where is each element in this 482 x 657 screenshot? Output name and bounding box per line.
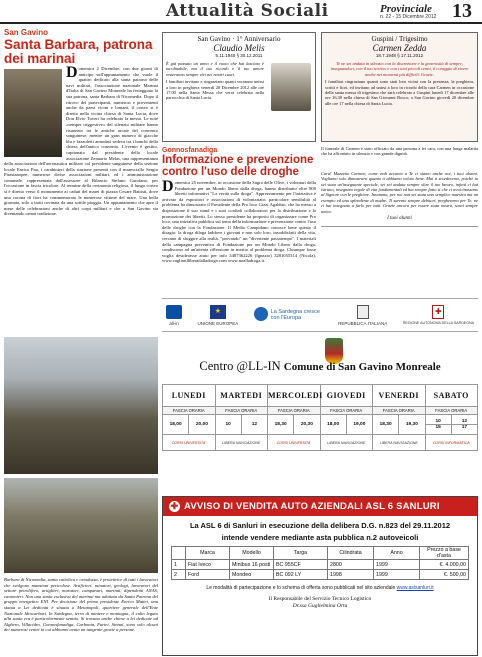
notice-line-1: La ASL 6 di Sanluri in esecuzione della delibera D.G. n.823 del 29.11.2012 [189,521,451,530]
time-cell: 18,00 [320,415,346,435]
cell: 1998 [328,570,374,580]
allin-logo [166,305,182,326]
time-cell: 20,00 [189,415,215,435]
article-photo [4,69,62,157]
cell: BC 092 LY [274,570,328,580]
obit-quote: È già passato un anno e il vuoto che hai lasciato è incolmabile, ma il tuo ricordo e il tuo amore resteranno sempre vivi nei nostri cuori. [166,61,264,77]
photo-caption: Barbara di Nicomedia, santa cattolica e ortodossa, è protettrice di tutti i lavoratori che svolgono mansioni pericolose. Artificieri, minatori, geologi, lavoratori del settore petrolifero, artiglieri, muratori, campanari, marinai, dipendenti ANAS, cantonieri. Non una santa esclusiva del marinai ma adottata da Santa Patrona del gruppo energetico ENI. Per decisione del primo presidente Enrico Mattei, una statua a Lei dedicata è situata a Metanopoli, quartiere generale dell'Ente Nazionale Idrocarburi. In Sardegna, terra di miniere e montagna, il culto legato alla santa era è particolarmente sentito. Si trovano anche chiese a lei dedicate ad Alghero, Villacidro, Gonnosfanadiga, Carbonia, Furtei, Sinnai, sono solo alcuni dei numerosi centri in cui abbiamo avuto un tangente grazie a persone. [4,577,158,633]
column-header: Modello [230,547,274,560]
regione-logo [403,305,474,325]
band-cell: FASCIA ORARIA [425,407,478,415]
day-cell: LUNEDI [163,385,216,407]
cell: BC 955CF [274,560,328,570]
article-kicker: San Gavino [4,28,49,37]
day-cell: MARTEDI [215,385,268,407]
obituary-carmen-zedda [321,32,478,142]
band-cell: FASCIA ORARIA [215,407,268,415]
eu-flag-icon: ★ [210,305,226,319]
column-header: Anno [374,547,420,560]
article-text: omenica 2 Dicembre, con due giorni di anticipo sull'appuntamento che vuole il quattro dedicato alla santa patrona delle navi militari, l'associazione nazionale Marinai d'Italia di San Gavino Monreale ha festeggiato la sua patrona, santa Barbara di Nicomedia. Dopo il ritrovo dei partecipanti, numerosi e provenienti anche da paesi vicini e lontani, il corteo si è diretto nella vicina chiesa di Santa Lucia, dove Don Elvio Tuveri ha celebrato la messa. Le note «semper triggestive» del silenzio militare hanno risuonato tra le antiche arcate del convento sanguinese, mentre un gran numero di giacche blu e fazzoletti annodati sedeva tra i banchi della chiesa dell'antico convento. L'evento è gestito, capitanato dal presidente della locale associazione Zenuario Melas, una rappresentanza della associazioni dell'aeronautica militare col presidente sanguinese della sezione locale Enrico Pau, i carabinieri della stazione presenti con il maresciallo Sergio Pirastanopee, numerose divise associazioni militari, ed i amministrazione comunale, rappresentata dall'assessore al Bilancio Stefano Garofano, per l'occasione in fascia tricolore. Al termine della cerimonia religiosa, il lungo corteo si è diretto verso il monumento ai caduti del marei di piazza Cesare Battisti, dove una corona di fiori ha commemorato le numerose vittime del mare. Una bella giornata, solo a tratti rovinata da una sottile pioggia. Un appuntamento che apre il mese delle celebrazioni anche di altri corpi militari e che a San Gavino sta diventando ormai tradizione. [4,66,158,217]
column-header: Targa [274,547,328,560]
letter-body: Cara! Mazzetto Carmen, come vedi accanto a Te ci siamo anche noi, i tuoi alunni. Vogliamo solo dimostrarti quanto ti abbiamo voluto bene. Mai ti scorderemo, poiché tu sei stata un'insegnante speciale, sei sei andata sempre oltre il tuo lavoro, infatti ci hai istruito, insegnato regole di vita fondamentali ed hai sempre fatto sì che ci avvicinassimo al Signore con le preghiere. Insomma, per noi non sei stata una semplice maestra ma un esempio ed una splendente di madre. Ti saremo sempre debitori, pregheremo per Te, ne ci hai insegnato a farlo per tutti. Grazie ancora per essere stata nostra, sarai sempre unica. [321,170,478,214]
obit-place: Guspini [371,35,394,43]
logo-label: UNIONE EUROPEA [197,320,239,326]
obit-title: Trigesimo [398,35,428,43]
sponsor-logos [162,298,478,332]
ceremony-photo-2 [4,478,158,573]
column-header: Prezzo a base d'asta [420,547,469,560]
obit-notice: I familiari ringraziano quanti sono stati loro vicini con la presenza, la preghiera, scritti e fiori, ed invitano ad unirsi a loro in ricordo della cara Carmen in occasione della santa messa di trigesimo che sarà celebrata a Guspini lunedì 17 dicembre alle ore 16,30 nella chiesa di San Giovanni Bosco; a San Gavino giovedì 20 dicembre alle ore 17 nella chiesa di Santa Lucia. [325,79,474,106]
sardegna-icon [254,307,268,321]
opening-hours-table [162,384,478,451]
letter-intro: Il funerale di Carmen è stato officiato da una persona a lei cara, con una lunga malattia che ha affrontato in silenzio e con grande dignità. [321,146,478,157]
time-cell: 19,00 [346,415,372,435]
time-morning-end: 12 [461,419,468,424]
article-kicker: Gonnosfanadiga [162,147,218,154]
page-header [0,0,482,24]
ceremony-photo-1 [4,337,158,474]
obit-name: Carmen Zedda [372,43,427,53]
eu-logo [197,305,238,326]
cell: 1999 [374,560,420,570]
time-cell [425,415,451,435]
vehicles-table [171,546,469,580]
vehicles-header-row [172,547,469,560]
activity-label: CORSI UNIVERSITA' [268,435,321,451]
band-row [163,407,478,415]
repubblica-logo [338,305,387,326]
activity-label: CORSI INFORMATICA [425,435,478,451]
cell: 2 [172,570,186,580]
issue-date: n. 22 - 15 Dicembre 2012 [380,14,437,20]
republic-emblem-icon [357,305,369,319]
obit-dates: 5.11.1940 § 30.12.2011 [215,53,263,58]
article-headline: Informazione e prevenzione contro l'uso delle droghe [162,154,314,178]
labels-row [163,435,478,451]
time-morning-start: 10 [435,419,441,424]
notice-signature [163,596,477,610]
asl-cross-icon: ✚ [170,501,179,511]
article-body [162,180,316,264]
page-number: 13 [452,0,472,22]
time-cell: 18,30 [373,415,399,435]
cell: 2800 [328,560,374,570]
time-cell: 10 [215,415,241,435]
activity-label: LIBERA NAVIGAZIONE [215,435,268,451]
dropcap: D [162,178,174,195]
obit-notice: I familiari invitano e ringraziano quanti vorranno unirsi a loro in preghiera venerdì 28 Dicembre 2012 alle ore 17.00 nella Santa Messa che verrà celebrata nella parrocchia di Santa Lucia. [166,79,264,101]
article-body [4,66,158,217]
regione-shield-icon: ✚ [432,305,444,319]
article-headline: Santa Barbara, patrona dei marinai [4,37,153,66]
portrait-photo [271,63,311,111]
obit-dates: 18.7.1948 § 17.11.2012 [375,53,424,58]
obit-quote: Te ne sei andata in silenzio con la discrezione e la generosità di sempre, insegnandoci, con il tuo sorriso e con i tuoi piccoli cenni, il coraggio di vivere anche nei momenti più difficili. Grazie. [330,61,469,77]
activity-label: CORSI UNIVERSITA' [163,435,216,451]
letter-signature: I tuoi alunni [387,216,412,222]
asl-sale-notice [162,496,478,656]
cell: Fiat Iveco [186,560,230,570]
article-santa-barbara [4,28,158,217]
days-row [163,385,478,407]
column-header: Cilindrata [328,547,374,560]
banner-text: AVVISO DI VENDITA AUTO AZIENDALI ASL 6 SANLURI [184,501,440,512]
responsible-name: Dr.ssa Guglielmina Ortu [292,603,348,609]
footnote-text: Le modalità di partecipazione e lo schema di offerta sono pubblicati nel sito aziendale [206,585,397,591]
band-cell: FASCIA ORARIA [163,407,216,415]
article-prevenzione-droghe [162,147,316,264]
logo-label: REGIONE AUTONOMA DELLA SARDEGNA [402,321,474,325]
logo-label: La Sardegna cresce con l'Europa [270,309,320,321]
cell: Ford [186,570,230,580]
time-cell [451,415,477,435]
sardegna-logo [254,307,323,323]
band-cell: FASCIA ORARIA [320,407,373,415]
obit-heading: San Gavino · 1° Anniversario [197,35,281,43]
divider [321,226,478,227]
time-afternoon-end: 17 [452,424,477,430]
band-cell: FASCIA ORARIA [268,407,321,415]
day-cell: MERCOLEDI [268,385,321,407]
column-header [172,547,186,560]
section-title: Attualità Sociali [166,1,329,21]
day-cell: VENERDI [373,385,426,407]
time-cell: 20,30 [294,415,320,435]
logo-label: REPUBBLICA ITALIANA [338,320,388,326]
newspaper-brand: Provinciale [380,3,432,15]
cell: Mondeo [230,570,274,580]
time-afternoon-start: 15 [426,424,451,430]
column-header: Marca [186,547,230,560]
allin-icon [166,305,182,319]
band-cell: FASCIA ORARIA [373,407,426,415]
cell: Minibus 16 posti [230,560,274,570]
responsible-role: Il Responsabile del Servizio Tecnico Logistico [268,596,372,602]
obituary-claudio-melis [162,32,316,142]
asl-website-link[interactable]: www.aslsanluri.it [396,585,434,591]
schedule-title-prefix: Centro @LL-IN [199,359,284,373]
cell: 1 [172,560,186,570]
day-cell: SABATO [425,385,478,407]
activity-label: LIBERA NAVIGAZIONE [320,435,373,451]
table-row [172,560,469,570]
time-cell: 18,00 [163,415,189,435]
activity-label: LIBERA NAVIGAZIONE [373,435,426,451]
obit-name: Claudio Melis [213,43,265,53]
obit-heading: Guspini / Trigesimo [371,35,428,43]
letter-to-carmen [321,146,478,221]
notice-footnote [163,585,477,591]
notice-banner [163,497,477,516]
times-row [163,415,478,435]
schedule-title [162,359,478,374]
obit-place: San Gavino [197,35,231,43]
cell: €. 500,00 [420,570,469,580]
dropcap: D [66,64,78,81]
table-row [172,570,469,580]
day-cell: GIOVEDI [320,385,373,407]
obit-title: 1° Anniversario [236,35,281,43]
time-cell: 18,30 [268,415,294,435]
time-cell: 19,30 [399,415,425,435]
cell: €. 4.000,00 [420,560,469,570]
article-text: omenica 25 novembre, in occasione della Sagra delle Olive, i volontari della Fondazione per un Mondo libero dalla droga, hanno distribuito oltre 800 libretti informativi "La verità sulla droga". Apprezzamento per l'iniziativa è arrivato da espositori e associazioni di volontariato; particolare sensibilità al problema ha dimostrato il Presidente della Pro loco Gizzi Agabbio, che ha messo a disposizione il suo stand e i suoi cordiali collaboratori per la distribuzione e la promozione dei libretti. Lo stesso presidente ha proposto di organizzare come Pro loco, una iniziativa pubblica sul tema della informazione e prevenzione contro l'uso delle droghe con la Fondazione. Il Medio Campidano conosce bene questo il disagio: la droga dilaga laddove i giovani e non solo loro, insoddisfatti della vita, cercano di sfuggire alla realtà, "provando" un "divertente passatempo". I materiali della campagna preventiva di Fondazione per un Mondo Libero dalla droga, condiscono ad un'attenta riflessione in merito al problema droga. Chiunque fosse voglia desiderasse aiuto per info 3487362226 (Ignazio) 3281055314 (Nicola), www.cagliarilliberadalladroga.com www.noalladroga.it. [162,180,316,264]
notice-line-2: intende vendere mediante asta pubblica n.2 autoveicoli [221,533,419,542]
logo-label: all-in [169,320,179,326]
cell: 1999 [374,570,420,580]
schedule-title-bold: Comune di San Gavino Monreale [283,361,441,373]
time-cell: 12 [241,415,267,435]
